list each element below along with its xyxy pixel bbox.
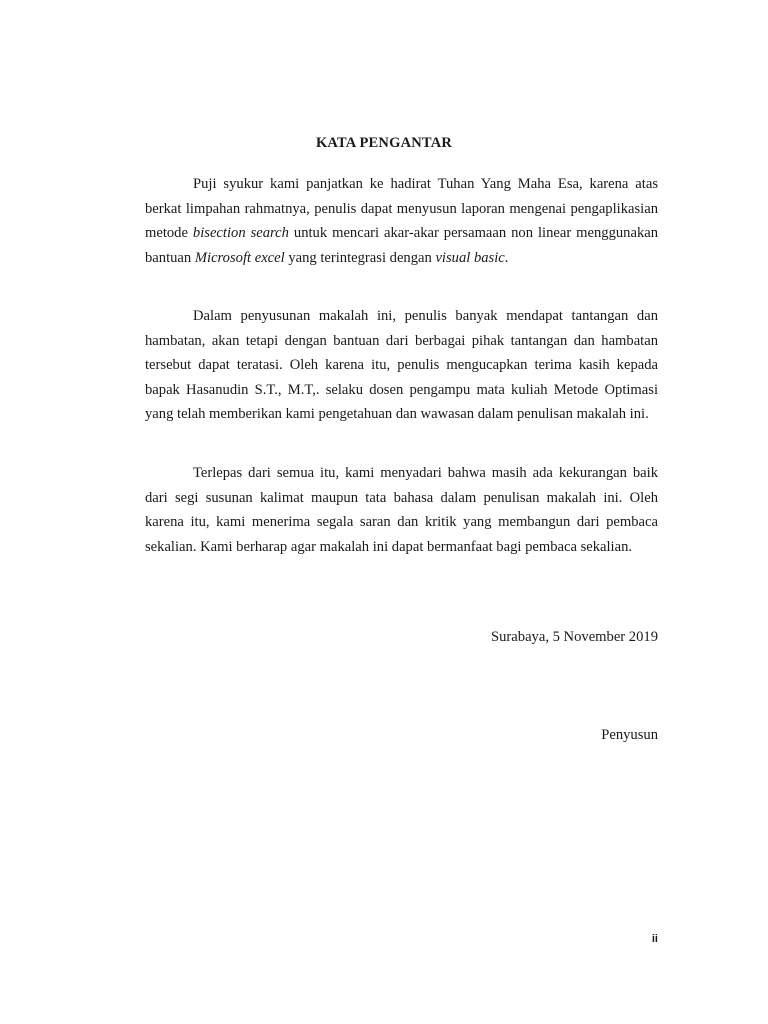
author-signoff: Penyusun [601, 727, 658, 743]
page-title: KATA PENGANTAR [315, 135, 453, 151]
term-bisection-search: bisection search [192, 225, 289, 242]
place-date: Surabaya, 5 November 2019 [491, 629, 658, 645]
paragraph-3 [145, 461, 658, 559]
paragraph-1-text-c: yang terintegrasi dengan [284, 249, 436, 266]
paragraph-1-text-d: . [504, 249, 509, 266]
paragraph-3-text: Terlepas dari semua itu, kami menyadari bahwa masih ada kekurangan baik dari segi susunan kalimat maupun tata bahasa dalam penulisan makalah ini. Oleh karena itu, kami menerima segala saran dan kritik yang membangun dari pembaca sekalian. Kami berharap agar makalah ini dapat bermanfaat bagi pembaca sekalian. [145, 465, 658, 555]
paragraph-2 [145, 304, 658, 427]
paragraph-1-text-a: Puji syukur kami panjatkan ke hadirat Tuhan Yang Maha Esa, karena atas berkat limpahan rahmatnya, penulis dapat menyusun laporan mengenai pengaplikasian metode [145, 176, 658, 242]
paragraph-1 [145, 172, 658, 270]
page-number: ii [651, 933, 658, 945]
paragraph-2-text: Dalam penyusunan makalah ini, penulis banyak mendapat tantangan dan hambatan, akan tetapi dengan bantuan dari berbagai pihak tantangan dan hambatan tersebut dapat teratasi. Oleh karena itu, penulis mengucapkan terima kasih kepada bapak Hasanudin S.T., M.T,. selaku dosen pengampu mata kuliah Metode Optimasi yang telah memberikan kami pengetahuan dan wawasan dalam penulisan makalah ini. [145, 308, 658, 423]
paragraph-1-text-b: untuk mencari akar-akar persamaan non linear menggunakan bantuan [145, 225, 659, 266]
term-microsoft-excel: Microsoft excel [194, 249, 285, 266]
term-visual-basic: visual basic [435, 249, 505, 266]
